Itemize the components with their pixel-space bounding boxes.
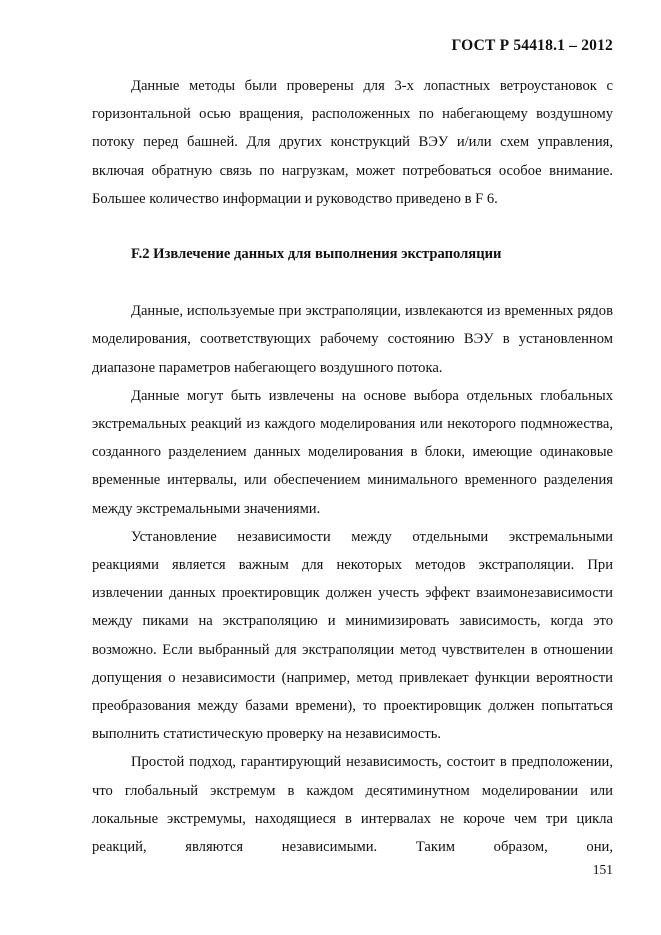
paragraph-extraction-options: Данные могут быть извлечены на основе выбора отдельных глобальных экстремальных реакций из каждого моделирования или некоторого подмножества, созданного разделением данных моделирования в блоки, имеющие одинаковые временные интервалы, или обеспечением минимального временного разделения между экстремальными значениями.	[92, 387, 613, 517]
document-body	[92, 72, 613, 861]
section-title-f2: F.2 Извлечение данных для выполнения экстраполяции	[131, 246, 502, 263]
page-number: 151	[592, 862, 613, 877]
paragraph-independence: Установление независимости между отдельными экстремальными реакциями является важным для некоторых методов экстраполяции. При извлечении данных проектировщик должен учесть эффект взаимонезависимости между пиками на экстраполяцию и минимизировать зависимость, когда это возможно. Если выбранный для экстраполяции метод чувствителен в отношении допущения о независимости (например, метод привлекает функции вероятности преобразования между базами времени), то проектировщик должен попытаться выполнить статистическую проверку на независимость.	[92, 528, 613, 743]
paragraph-simple-approach: Простой подход, гарантирующий независимость, состоит в предположении, что глобальный экстремум в каждом десятиминутном моделировании или локальные экстремумы, находящиеся в интервалах не короче чем три цикла реакций, являются независимыми. Таким образом, они,	[92, 754, 613, 856]
paragraph-methods-verification: Данные методы были проверены для 3-х лопастных ветроустановок с горизонтальной осью вращения, расположенных по набегающему воздушному потоку перед башней. Для других конструкций ВЭУ и/или схем управления, включая обратную связь по нагрузкам, может потребоваться особое внимание. Большее количество информации и руководство приведено в F 6.	[92, 78, 613, 207]
paragraph-data-extraction: Данные, используемые при экстраполяции, извлекаются из временных рядов моделирования, соответствующих рабочему состоянию ВЭУ в установленном диапазоне параметров набегающего воздушного потока.	[92, 303, 613, 376]
document-header-standard: ГОСТ Р 54418.1 – 2012	[451, 37, 613, 54]
